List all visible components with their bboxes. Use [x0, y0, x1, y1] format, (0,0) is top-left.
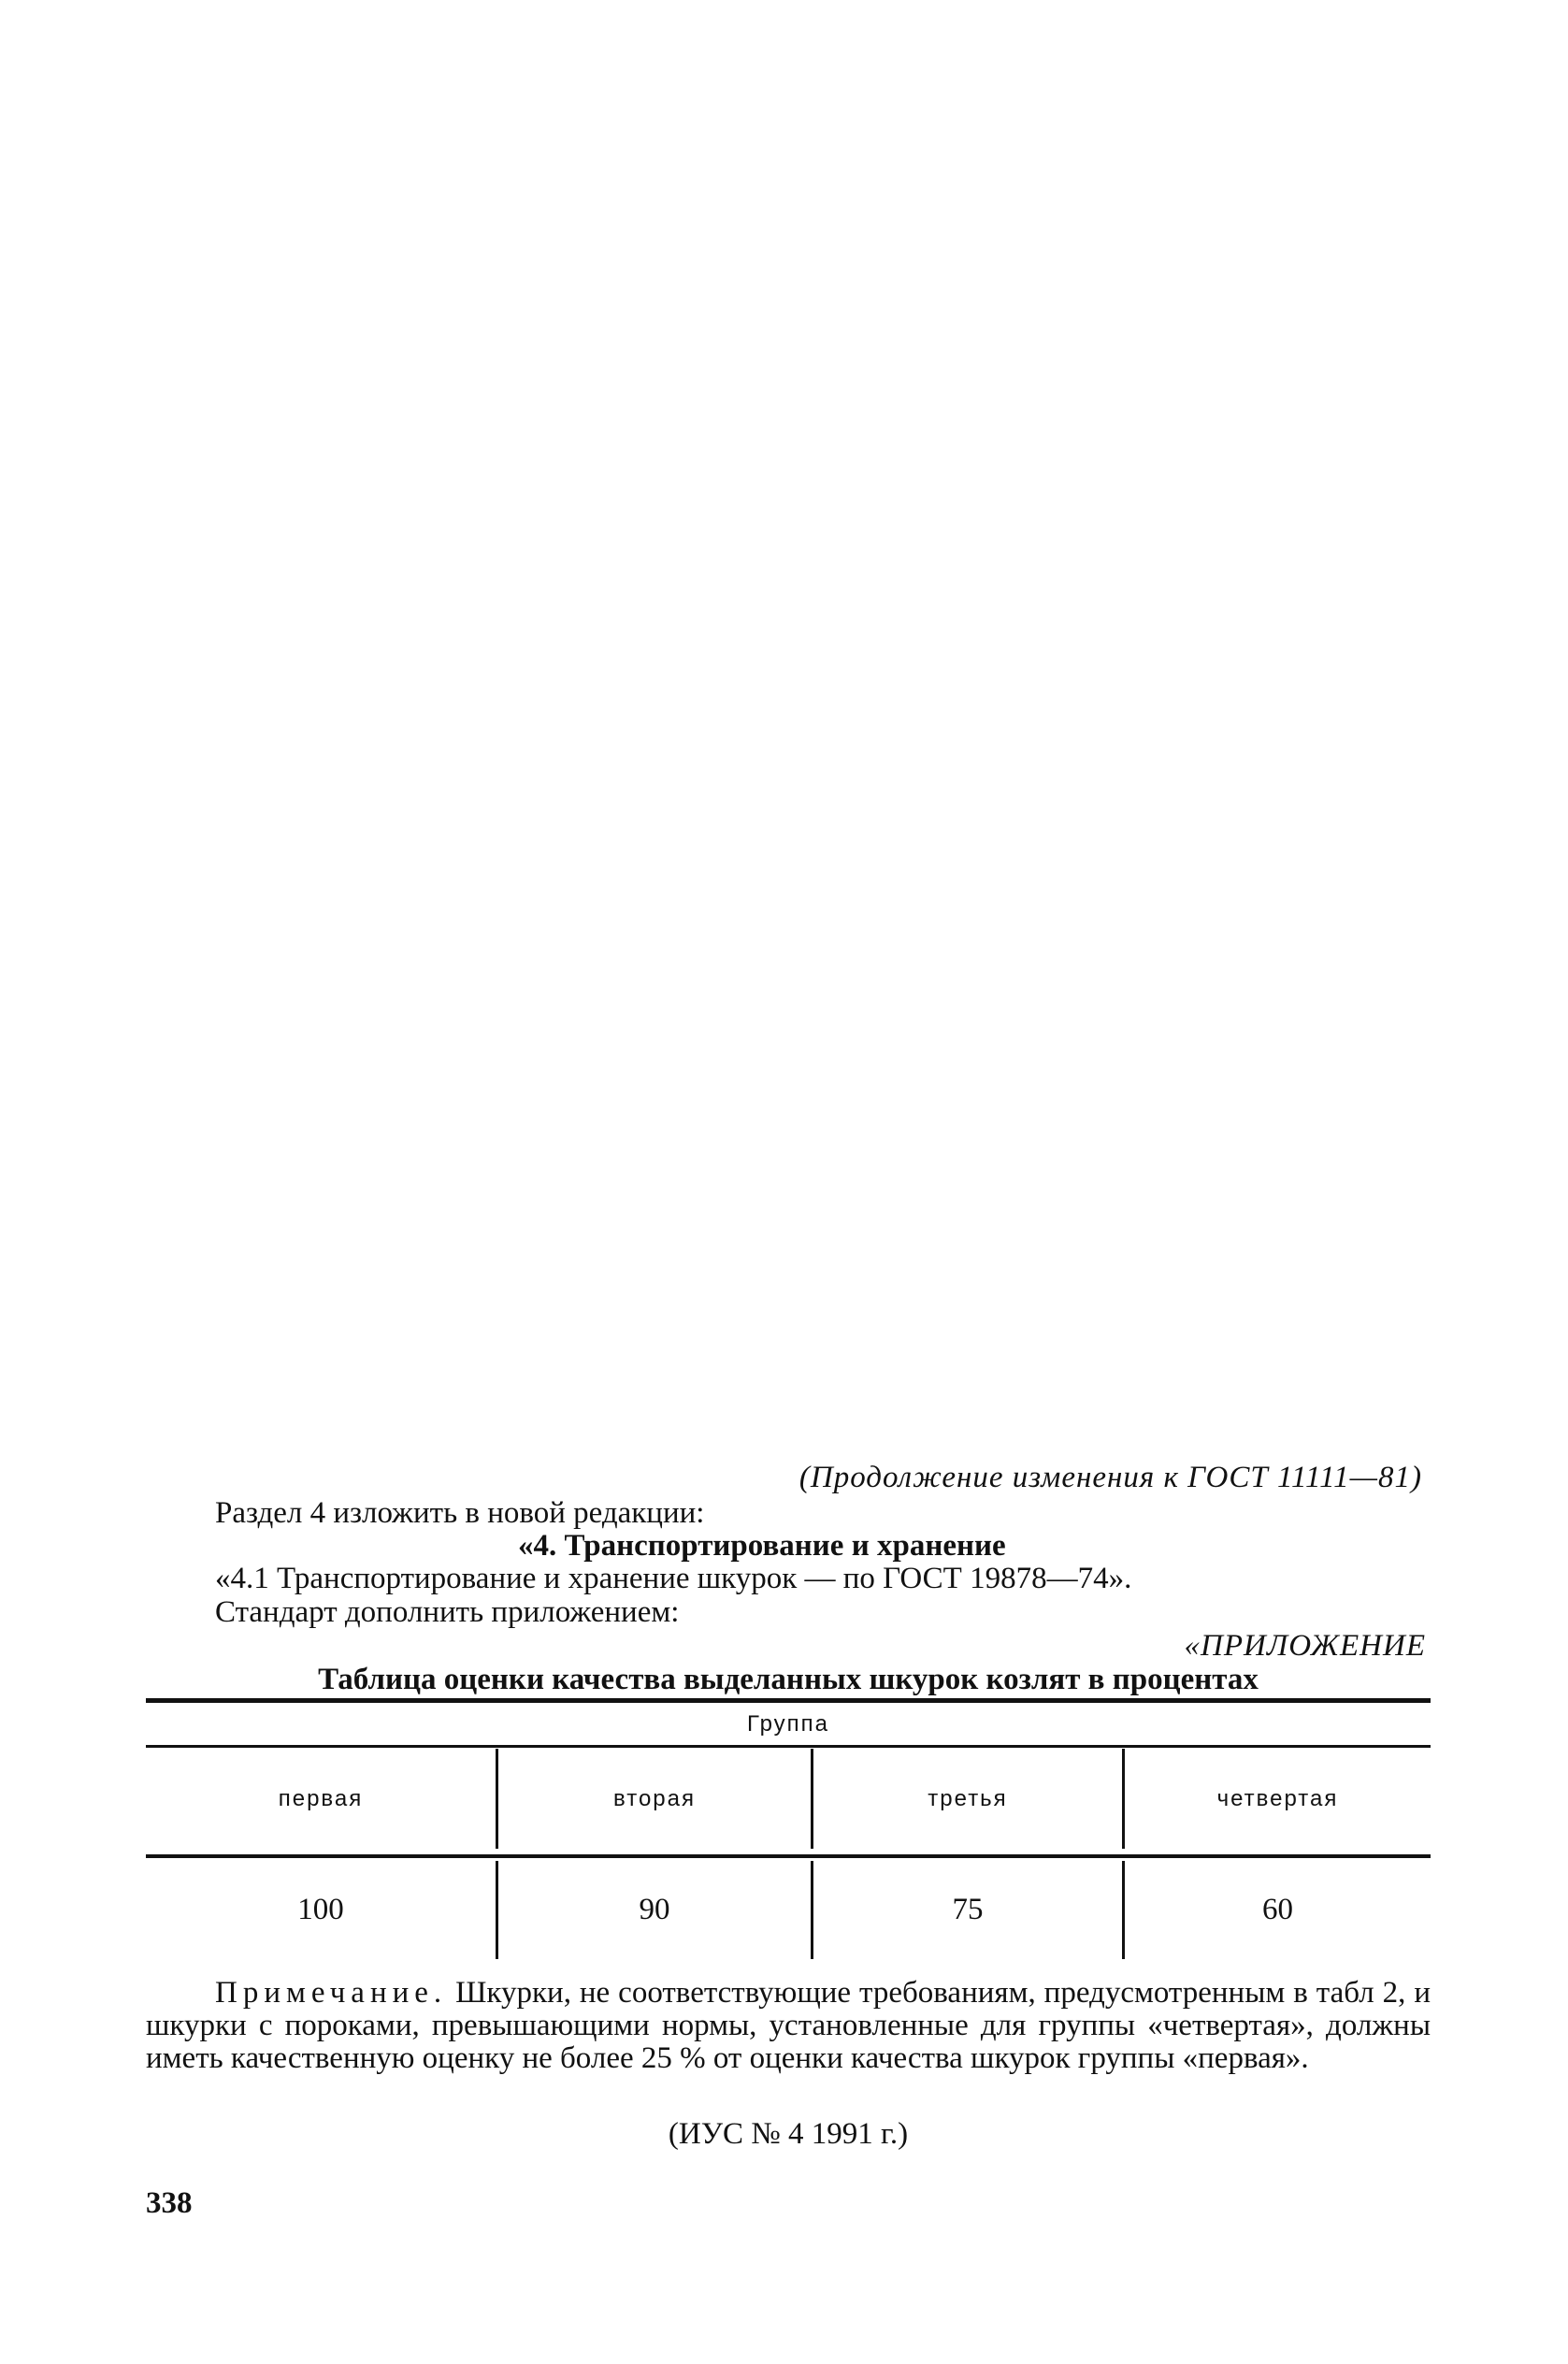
group-rule: [146, 1745, 1431, 1748]
column-divider: [496, 1749, 498, 1849]
column-header: первая: [278, 1786, 364, 1811]
table-value: 60: [1262, 1893, 1293, 1926]
section-heading: «4. Транспортирование и хранение: [518, 1529, 1006, 1563]
table-top-rule: [146, 1698, 1431, 1703]
column-header: вторая: [613, 1786, 696, 1811]
running-header: (Продолжение изменения к ГОСТ 11111—81): [798, 1461, 1422, 1494]
clause-4-1: «4.1 Транспортирование и хранение шкурок — по ГОСТ 19878—74».: [215, 1562, 1132, 1595]
intro-line: Раздел 4 изложить в новой редакции:: [215, 1496, 705, 1530]
note-text: Шкурки, не соответствующие требованиям, предусмотренным в табл 2, и шкурки с пороками, превышающими нормы, установленные для группы «четвертая», должны иметь качественную оценку не более 25 % от оценки качества шкурок группы «первая».: [146, 1976, 1431, 2075]
header-rule: [146, 1854, 1431, 1858]
table-value: 75: [952, 1893, 984, 1926]
appendix-intro: Стандарт дополнить приложением:: [215, 1595, 680, 1629]
column-header: третья: [928, 1786, 1008, 1811]
page-number: 338: [146, 2186, 193, 2220]
note-label: Примечание.: [215, 1976, 448, 2010]
appendix-label: «ПРИЛОЖЕНИЕ: [1184, 1629, 1426, 1663]
table-note: [146, 1977, 1431, 2075]
table-value: 100: [297, 1893, 344, 1926]
source-reference: (ИУС № 4 1991 г.): [668, 2117, 909, 2151]
column-header: четвертая: [1216, 1786, 1339, 1811]
group-header: Группа: [746, 1711, 830, 1737]
column-divider: [1122, 1749, 1125, 1849]
table-value: 90: [639, 1893, 670, 1926]
table-title: Таблица оценки качества выделанных шкурок козлят в процентах: [318, 1663, 1259, 1696]
column-divider: [811, 1749, 813, 1849]
